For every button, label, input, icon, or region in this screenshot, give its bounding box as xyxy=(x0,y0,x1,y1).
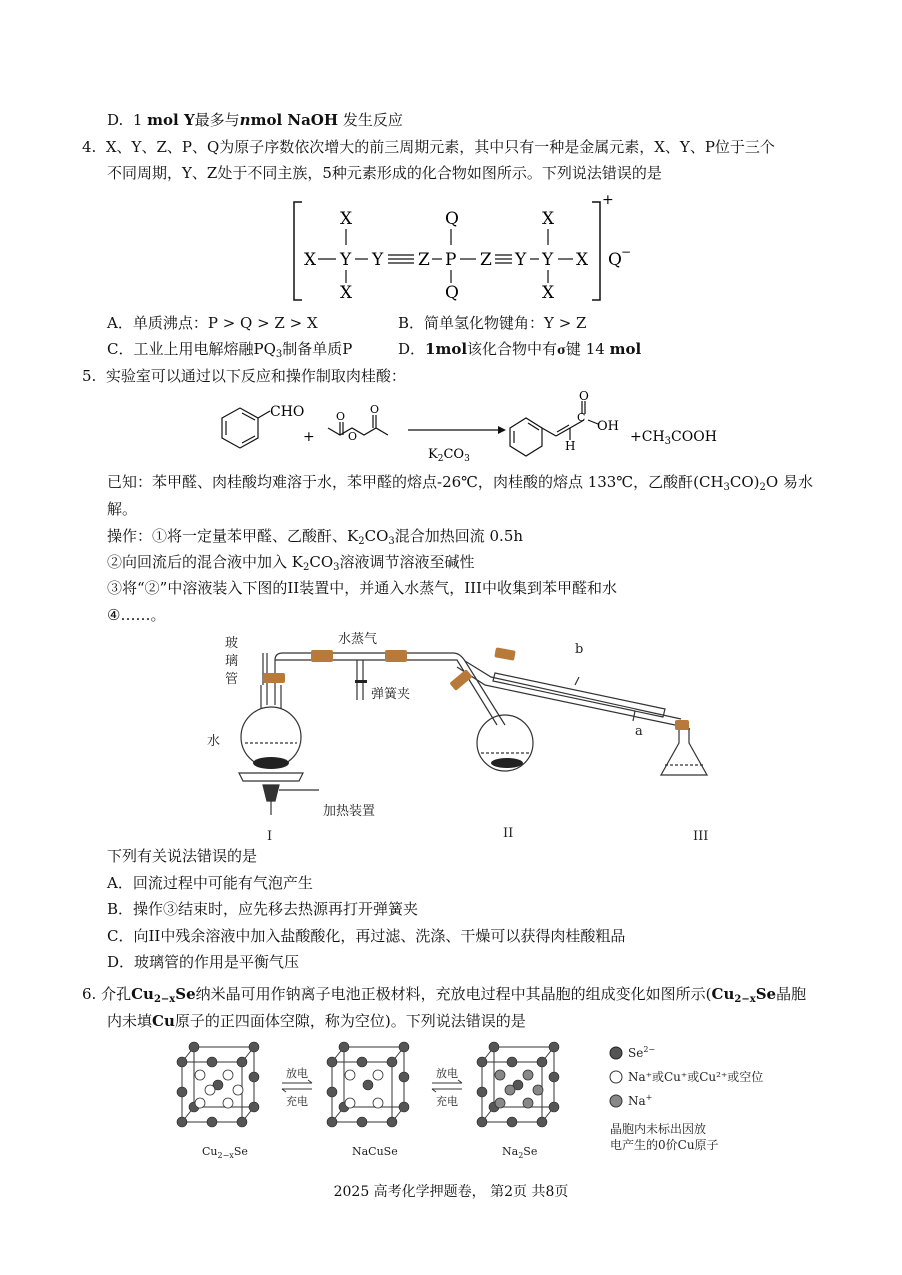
svg-text:Y: Y xyxy=(515,250,527,270)
page-footer: 2025 高考化学押题卷， 第2页 共8页 xyxy=(333,1184,569,1200)
q4-stem-line1: 4. X、Y、Z、P、Q为原子序数依次增大的前三周期元素，其中只有一种是金属元素，X、Y、P位于三个 xyxy=(82,138,775,156)
svg-text:O: O xyxy=(336,410,346,423)
q4-option-a: A．单质沸点：P > Q > Z > X xyxy=(107,314,318,332)
label-ii: II xyxy=(503,826,514,841)
q5-option-a: A．回流过程中可能有气泡产生 xyxy=(107,874,313,892)
heater-label: 加热装置 xyxy=(323,804,376,819)
q3-option-d: D. 1 mol Y最多与nmol NaOH 发生反应 xyxy=(107,111,403,129)
legend-se: $Se^{2-}$ xyxy=(628,1045,656,1060)
label-a: a xyxy=(635,724,643,739)
q5-known-line1: 已知：苯甲醛、肉桂酸均难溶于水，苯甲醛的熔点-26℃，肉桂酸的熔点 133℃，乙酸酐$(CH_3CO)_2O$ 易水 xyxy=(107,473,813,493)
q5-operation-3: ③将“②”中溶液装入下图的II装置中，并通入水蒸气，III中收集到苯甲醛和水 xyxy=(107,579,617,597)
q4-option-d: D．1mol该化合物中有σ键 14 mol xyxy=(398,340,642,358)
water-label: 水 xyxy=(207,734,221,749)
q6-crystal-figure xyxy=(170,1035,790,1165)
svg-text:O: O xyxy=(348,430,358,443)
cell3-label: $Na_2Se$ xyxy=(502,1145,538,1160)
svg-text:O: O xyxy=(370,403,380,416)
charge-plus: + xyxy=(602,192,614,208)
q5-operation-2: ②向回流后的混合液中加入 $K_2CO_3$溶液调节溶液至碱性 xyxy=(107,553,475,573)
label-iii: III xyxy=(693,829,709,844)
q5-operation-1: 操作：①将一定量苯甲醛、乙酸酐、$K_2CO_3$混合加热回流 0.5h xyxy=(107,527,524,547)
q4-structure-diagram xyxy=(290,190,640,308)
svg-text:+CH3COOH: $+CH_3COOH$ xyxy=(630,429,717,447)
svg-text:充电: 充电 xyxy=(286,1095,308,1108)
q4-option-b: B．简单氢化物键角：Y > Z xyxy=(398,314,587,332)
svg-text:C: C xyxy=(577,411,586,424)
reagent-k2co3: $K_2CO_3$ xyxy=(428,447,470,464)
steam-label: 水蒸气 xyxy=(338,632,378,647)
svg-text:璃: 璃 xyxy=(225,654,239,669)
q6-stem-line2: 内未填Cu原子的正四面体空隙，称为空位)。下列说法错误的是 xyxy=(107,1012,526,1030)
q4-option-c: C．工业上用电解熔融$PQ_3$制备单质P xyxy=(107,340,353,360)
svg-text:管: 管 xyxy=(225,672,239,687)
svg-text:Q: Q xyxy=(445,283,459,303)
q5-option-b: B．操作③结束时，应先移去热源再打开弹簧夹 xyxy=(107,900,419,918)
q5-apparatus-diagram xyxy=(195,625,735,845)
glass-tube-label: 玻 xyxy=(225,636,239,651)
svg-text:X: X xyxy=(304,250,317,270)
svg-text:Z: Z xyxy=(418,250,430,270)
svg-text:P: P xyxy=(445,250,457,270)
svg-text:Y: Y xyxy=(372,250,384,270)
q5-option-d: D．玻璃管的作用是平衡气压 xyxy=(107,953,300,971)
svg-text:充电: 充电 xyxy=(436,1095,458,1108)
svg-text:+: + xyxy=(303,429,315,445)
svg-text:Y: Y xyxy=(542,250,554,270)
svg-text:Q: Q xyxy=(445,209,459,229)
legend-mixed: Na⁺或Cu⁺或Cu²⁺或空位 xyxy=(628,1070,764,1084)
svg-text:Z: Z xyxy=(480,250,492,270)
svg-text:X: X xyxy=(542,209,555,229)
svg-text:放电: 放电 xyxy=(436,1067,458,1080)
svg-text:X: X xyxy=(340,209,353,229)
svg-text:X: X xyxy=(340,283,353,303)
label-b: b xyxy=(575,642,584,657)
label-i: I xyxy=(267,829,273,844)
svg-text:Y: Y xyxy=(340,250,352,270)
q5-reaction-scheme xyxy=(200,388,740,468)
legend-na: Na+ xyxy=(628,1093,653,1108)
q5-operation-4: ④……。 xyxy=(107,606,166,624)
svg-text:H: H xyxy=(565,439,576,453)
q6-stem-line1: 6. 介孔$Cu_{2-x}Se$纳米晶可用作钠离子电池正极材料，充放电过程中其晶胞的组成变化如图所示($Cu_{2-x}Se$晶胞 xyxy=(82,985,807,1005)
legend-note-2: 电产生的0价Cu原子 xyxy=(610,1138,719,1152)
svg-text:X: X xyxy=(576,250,589,270)
cell2-label: NaCuSe xyxy=(352,1145,398,1158)
q5-question: 下列有关说法错误的是 xyxy=(107,847,258,865)
counter-ion-charge: − xyxy=(621,245,632,259)
q5-stem: 5. 实验室可以通过以下反应和操作制取肉桂酸： xyxy=(82,367,406,385)
q5-option-c: C．向II中残余溶液中加入盐酸酸化，再过滤、洗涤、干燥可以获得肉桂酸粗品 xyxy=(107,927,626,945)
q4-stem-line2: 不同周期，Y、Z处于不同主族，5种元素形成的化合物如图所示。下列说法错误的是 xyxy=(107,164,662,182)
counter-ion-q: Q xyxy=(608,250,622,270)
legend-note-1: 晶胞内未标出因放 xyxy=(610,1122,707,1136)
svg-text:X: X xyxy=(542,283,555,303)
svg-text:O: O xyxy=(579,389,589,403)
svg-text:放电: 放电 xyxy=(286,1067,308,1080)
cell1-label: $Cu_{2-x}Se$ xyxy=(202,1145,248,1160)
clamp-label: 弹簧夹 xyxy=(371,687,411,702)
svg-text:OH: OH xyxy=(597,419,619,434)
cho-label: CHO xyxy=(270,404,305,420)
q5-known-line2: 解。 xyxy=(107,500,138,518)
